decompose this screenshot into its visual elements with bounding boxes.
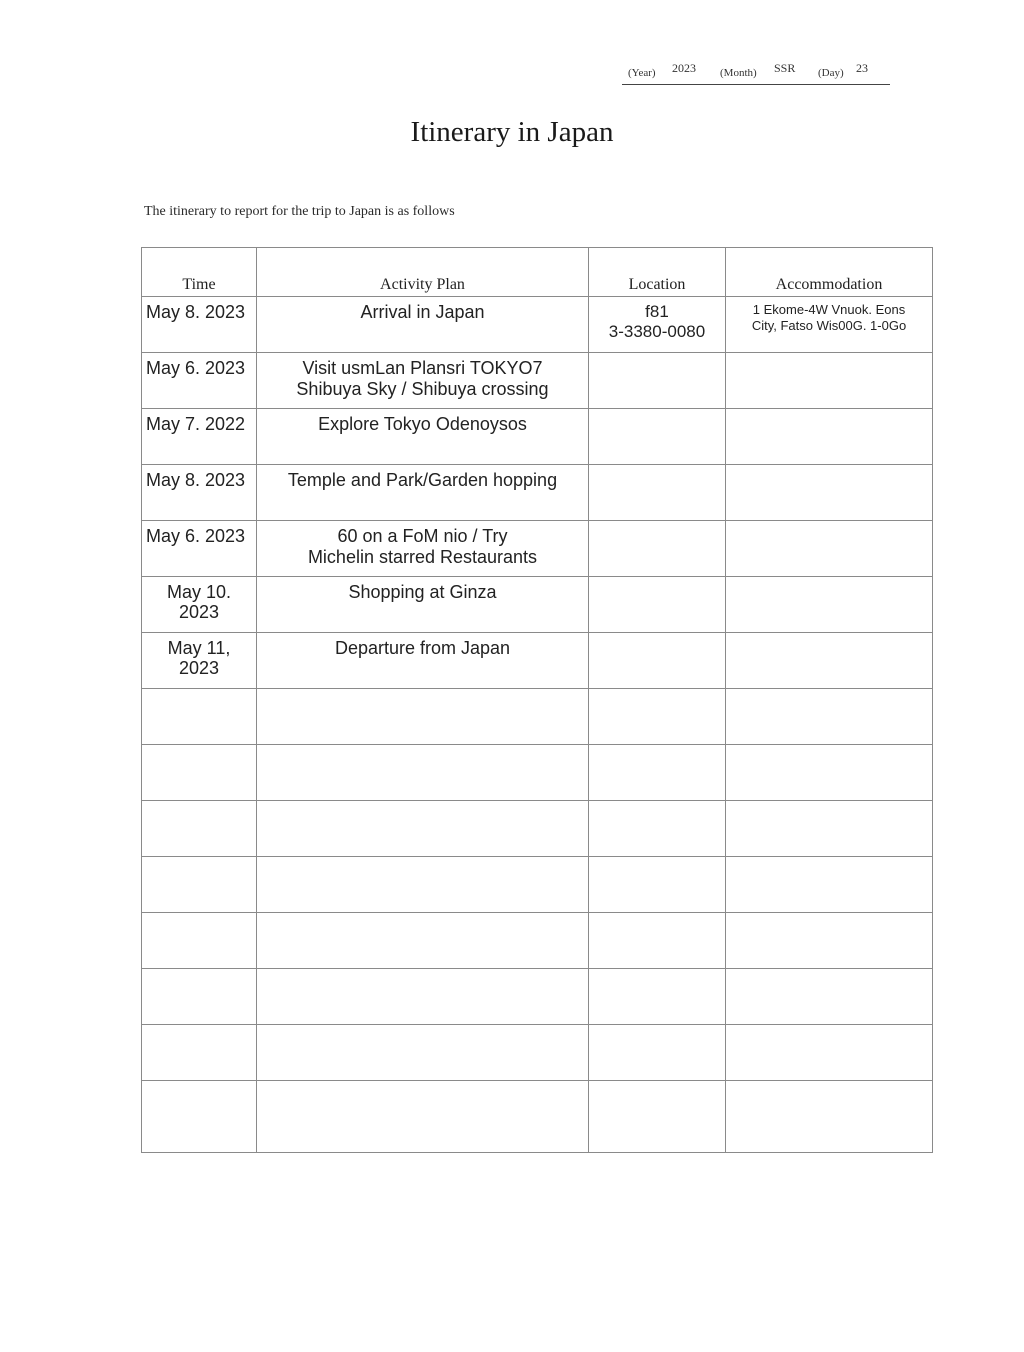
- accommodation-cell: [726, 353, 933, 409]
- accommodation-cell: [726, 857, 933, 913]
- date-cell: May 7. 2022: [142, 409, 257, 465]
- day-label: (Day): [818, 67, 844, 79]
- accommodation-cell: [726, 745, 933, 801]
- date-cell: May 8. 2023: [142, 465, 257, 521]
- activity-cell: [257, 801, 589, 857]
- activity-cell: [257, 1081, 589, 1153]
- accommodation-cell: [726, 577, 933, 633]
- activity-cell: [257, 1025, 589, 1081]
- date-cell: May 11, 2023: [142, 633, 257, 689]
- column-header-location: Location: [589, 248, 726, 297]
- location-cell: [589, 689, 726, 745]
- location-cell: [589, 353, 726, 409]
- date-cell: [142, 969, 257, 1025]
- accommodation-cell: [726, 1025, 933, 1081]
- accommodation-cell: [726, 409, 933, 465]
- table-row: [142, 521, 933, 577]
- itinerary-table: [141, 247, 933, 1153]
- table-row: [142, 1025, 933, 1081]
- accommodation-cell: [726, 801, 933, 857]
- location-cell: [589, 801, 726, 857]
- table-header-row: [142, 248, 933, 297]
- year-value: 2023: [672, 61, 696, 75]
- date-cell: May 6. 2023: [142, 521, 257, 577]
- activity-cell: [257, 913, 589, 969]
- table-row: [142, 633, 933, 689]
- table-row: [142, 1081, 933, 1153]
- location-cell: [589, 913, 726, 969]
- location-cell: [589, 1081, 726, 1153]
- location-cell: [589, 465, 726, 521]
- activity-cell: [257, 689, 589, 745]
- year-label: (Year): [628, 67, 656, 79]
- table-row: [142, 465, 933, 521]
- date-cell: [142, 745, 257, 801]
- date-cell: [142, 801, 257, 857]
- accommodation-cell: 1 Ekome-4W Vnuok. Eons City, Fatso Wis00G. 1-0Go: [726, 297, 933, 353]
- table-row: [142, 857, 933, 913]
- activity-cell: 60 on a FoM nio / Try Michelin starred Restaurants: [257, 521, 589, 577]
- location-cell: [589, 633, 726, 689]
- activity-cell: Arrival in Japan: [257, 297, 589, 353]
- date-header-line: [622, 60, 890, 85]
- table-row: [142, 409, 933, 465]
- table-row: [142, 353, 933, 409]
- accommodation-cell: [726, 633, 933, 689]
- activity-cell: Visit usmLan Plansri TOKYO7 Shibuya Sky / Shibuya crossing: [257, 353, 589, 409]
- date-cell: [142, 857, 257, 913]
- intro-text: The itinerary to report for the trip to Japan is as follows: [144, 204, 455, 219]
- activity-cell: Departure from Japan: [257, 633, 589, 689]
- date-cell: [142, 1081, 257, 1153]
- column-header-activity: Activity Plan: [257, 248, 589, 297]
- location-cell: [589, 969, 726, 1025]
- column-header-time: Time: [142, 248, 257, 297]
- table-body: [142, 297, 933, 1153]
- month-label: (Month): [720, 67, 757, 79]
- accommodation-cell: [726, 521, 933, 577]
- column-header-accommodation: Accommodation: [726, 248, 933, 297]
- accommodation-cell: [726, 465, 933, 521]
- location-cell: [589, 577, 726, 633]
- page-title: Itinerary in Japan: [410, 116, 614, 148]
- activity-cell: Shopping at Ginza: [257, 577, 589, 633]
- location-cell: [589, 409, 726, 465]
- accommodation-cell: [726, 969, 933, 1025]
- activity-cell: [257, 745, 589, 801]
- day-value: 23: [856, 61, 868, 75]
- table-row: [142, 745, 933, 801]
- date-cell: May 6. 2023: [142, 353, 257, 409]
- activity-cell: [257, 857, 589, 913]
- table-row: [142, 689, 933, 745]
- location-cell: f81 3-3380-0080: [589, 297, 726, 353]
- date-cell: May 10. 2023: [142, 577, 257, 633]
- location-cell: [589, 857, 726, 913]
- location-cell: [589, 745, 726, 801]
- accommodation-cell: [726, 1081, 933, 1153]
- accommodation-cell: [726, 913, 933, 969]
- activity-cell: Explore Tokyo Odenoysos: [257, 409, 589, 465]
- date-cell: [142, 913, 257, 969]
- table-row: [142, 297, 933, 353]
- accommodation-cell: [726, 689, 933, 745]
- table-row: [142, 801, 933, 857]
- location-cell: [589, 521, 726, 577]
- date-cell: [142, 689, 257, 745]
- date-cell: [142, 1025, 257, 1081]
- table-row: [142, 913, 933, 969]
- table-row: [142, 577, 933, 633]
- location-cell: [589, 1025, 726, 1081]
- table-row: [142, 969, 933, 1025]
- month-value: SSR: [774, 61, 796, 75]
- date-cell: May 8. 2023: [142, 297, 257, 353]
- activity-cell: Temple and Park/Garden hopping: [257, 465, 589, 521]
- activity-cell: [257, 969, 589, 1025]
